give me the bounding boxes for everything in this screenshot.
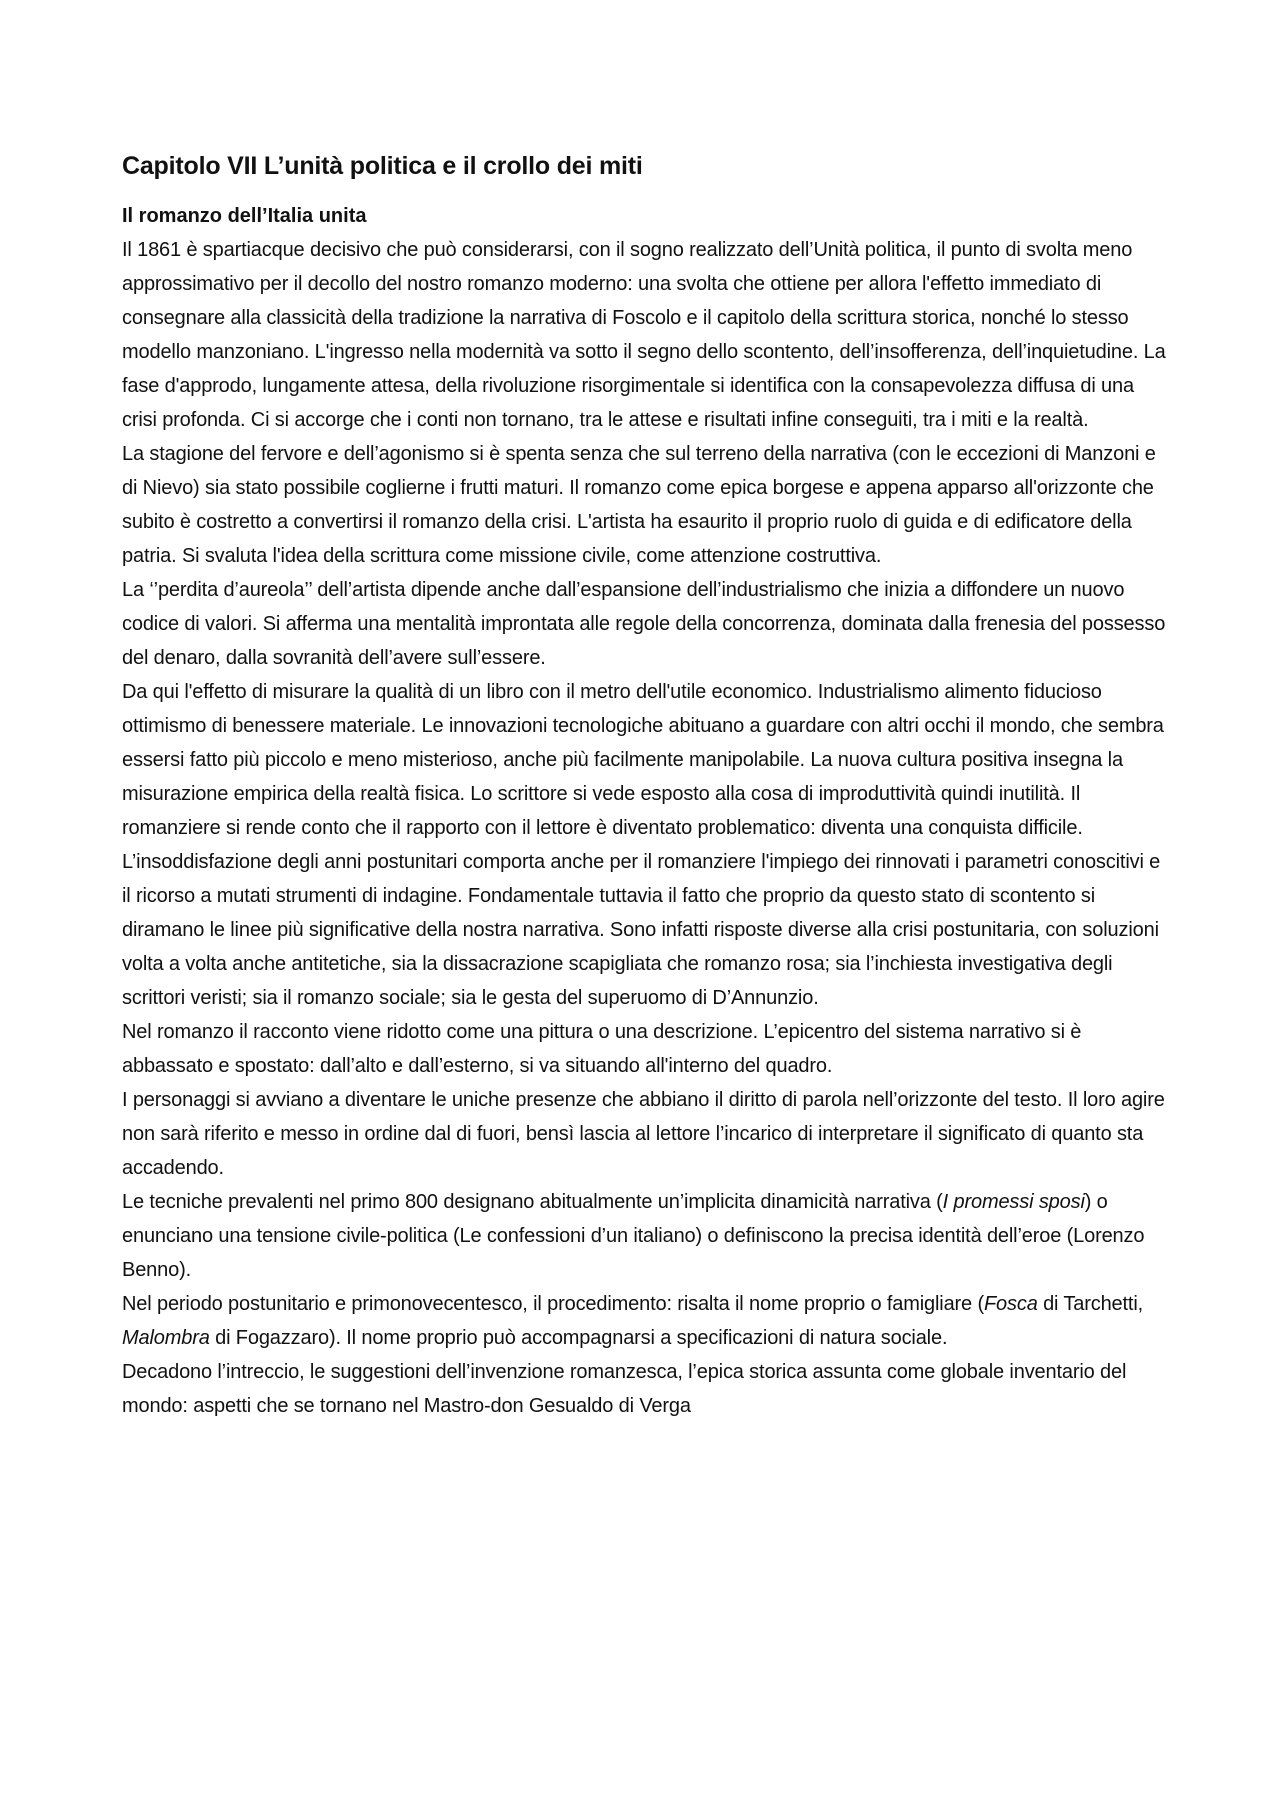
paragraph-racconto: Nel romanzo il racconto viene ridotto come una pittura o una descrizione. L’epicentro del sistema narrativo si è abbassato e spostato: dall’alto e dall’esterno, si va situando all'interno del quadro.: [122, 1020, 1082, 1077]
paragraph-personaggi: I personaggi si avviano a diventare le uniche presenze che abbiano il diritto di parola nell’orizzonte del testo. Il loro agire non sarà riferito e messo in ordine dal di fuori, bensì lascia al lettore l’incarico di interpretare il significato di quanto sta accadendo.: [122, 1088, 1165, 1179]
postunitario-text-middle: di Tarchetti,: [1037, 1292, 1144, 1315]
postunitario-text-after: di Fogazzaro). Il nome proprio può accompagnarsi a specificazioni di natura sociale.: [209, 1326, 948, 1349]
section-title: Il romanzo dell’Italia unita: [122, 204, 367, 227]
paragraph-decadono: Decadono l’intreccio, le suggestioni dell’invenzione romanzesca, l’epica storica assunta come globale inventario del mondo: aspetti che se tornano nel Mastro-don Gesualdo di Verga: [122, 1360, 1127, 1417]
title-promessi-sposi: I promessi sposi: [942, 1190, 1085, 1213]
paragraph-1861: Il 1861 è spartiacque decisivo che può considerarsi, con il sogno realizzato dell’Unità politica, il punto di svolta meno approssimativo per il decollo del nostro romanzo moderno: una svolta che ottiene per allora l'effetto immediato di consegnare alla classicità della tradizione la narrativa di Foscolo e il capitolo della scrittura storica, nonché lo stesso modello manzoniano. L'ingresso nella modernità va sotto il segno dello scontento, dell’insofferenza, dell’inquietudine. La fase d'approdo, lungamente attesa, della rivoluzione risorgimentale si identifica con la consapevolezza diffusa di una crisi profonda. Ci si accorge che i conti non tornano, tra le attese e risultati infine conseguiti, tra i miti e la realtà.: [122, 238, 1166, 431]
paragraph-tecniche: [122, 1185, 1172, 1287]
postunitario-text-before: Nel periodo postunitario e primonovecentesco, il procedimento: risalta il nome proprio o famigliare (: [122, 1292, 984, 1315]
tecniche-text-before: Le tecniche prevalenti nel primo 800 designano abitualmente un’implicita dinamicità narrativa (: [122, 1190, 943, 1213]
document-page: [122, 150, 1172, 1423]
chapter-title: Capitolo VII L’unità politica e il crollo dei miti: [122, 152, 643, 180]
paragraph-insoddisfazione: L’insoddisfazione degli anni postunitari comporta anche per il romanziere l'impiego dei rinnovati i parametri conoscitivi e il ricorso a mutati strumenti di indagine. Fondamentale tuttavia il fatto che proprio da questo stato di scontento si diramano le linee più significative della nostra narrativa. Sono infatti risposte diverse alla crisi postunitaria, con soluzioni volta a volta anche antitetiche, sia la dissacrazione scapigliata che romanzo rosa; sia l’inchiesta investigativa degli scrittori veristi; sia il romanzo sociale; sia le gesta del superuomo di D’Annunzio.: [122, 850, 1161, 1009]
title-fosca: Fosca: [983, 1292, 1038, 1315]
paragraph-industrialismo: Da qui l'effetto di misurare la qualità di un libro con il metro dell'utile economico. Industrialismo alimento fiducioso ottimismo di benessere materiale. Le innovazioni tecnologiche abituano a guardare con altri occhi il mondo, che sembra essersi fatto più piccolo e meno misterioso, anche più facilmente manipolabile. La nuova cultura positiva insegna la misurazione empirica della realtà fisica. Lo scrittore si vede esposto alla cosa di improduttività quindi inutilità. Il romanziere si rende conto che il rapporto con il lettore è diventato problematico: diventa una conquista difficile.: [122, 680, 1164, 839]
title-malombra: Malombra: [122, 1326, 210, 1349]
tecniche-text-after: ) o enunciano una tensione civile-politica (Le confessioni d’un italiano) o definiscono la precisa identità dell’eroe (Lorenzo Benno).: [122, 1190, 1145, 1281]
paragraph-stagione: La stagione del fervore e dell’agonismo si è spenta senza che sul terreno della narrativa (con le eccezioni di Manzoni e di Nievo) sia stato possibile coglierne i frutti maturi. Il romanzo come epica borgese e appena apparso all'orizzonte che subito è costretto a convertirsi il romanzo della crisi. L'artista ha esaurito il proprio ruolo di guida e di edificatore della patria. Si svaluta l'idea della scrittura come missione civile, come attenzione costruttiva.: [122, 442, 1156, 567]
paragraph-postunitario: [122, 1287, 1172, 1355]
paragraph-aureola: La ‘’perdita d’aureola’’ dell’artista dipende anche dall’espansione dell’industrialismo che inizia a diffondere un nuovo codice di valori. Si afferma una mentalità improntata alle regole della concorrenza, dominata dalla frenesia del possesso del denaro, dalla sovranità dell’avere sull’essere.: [122, 578, 1166, 669]
